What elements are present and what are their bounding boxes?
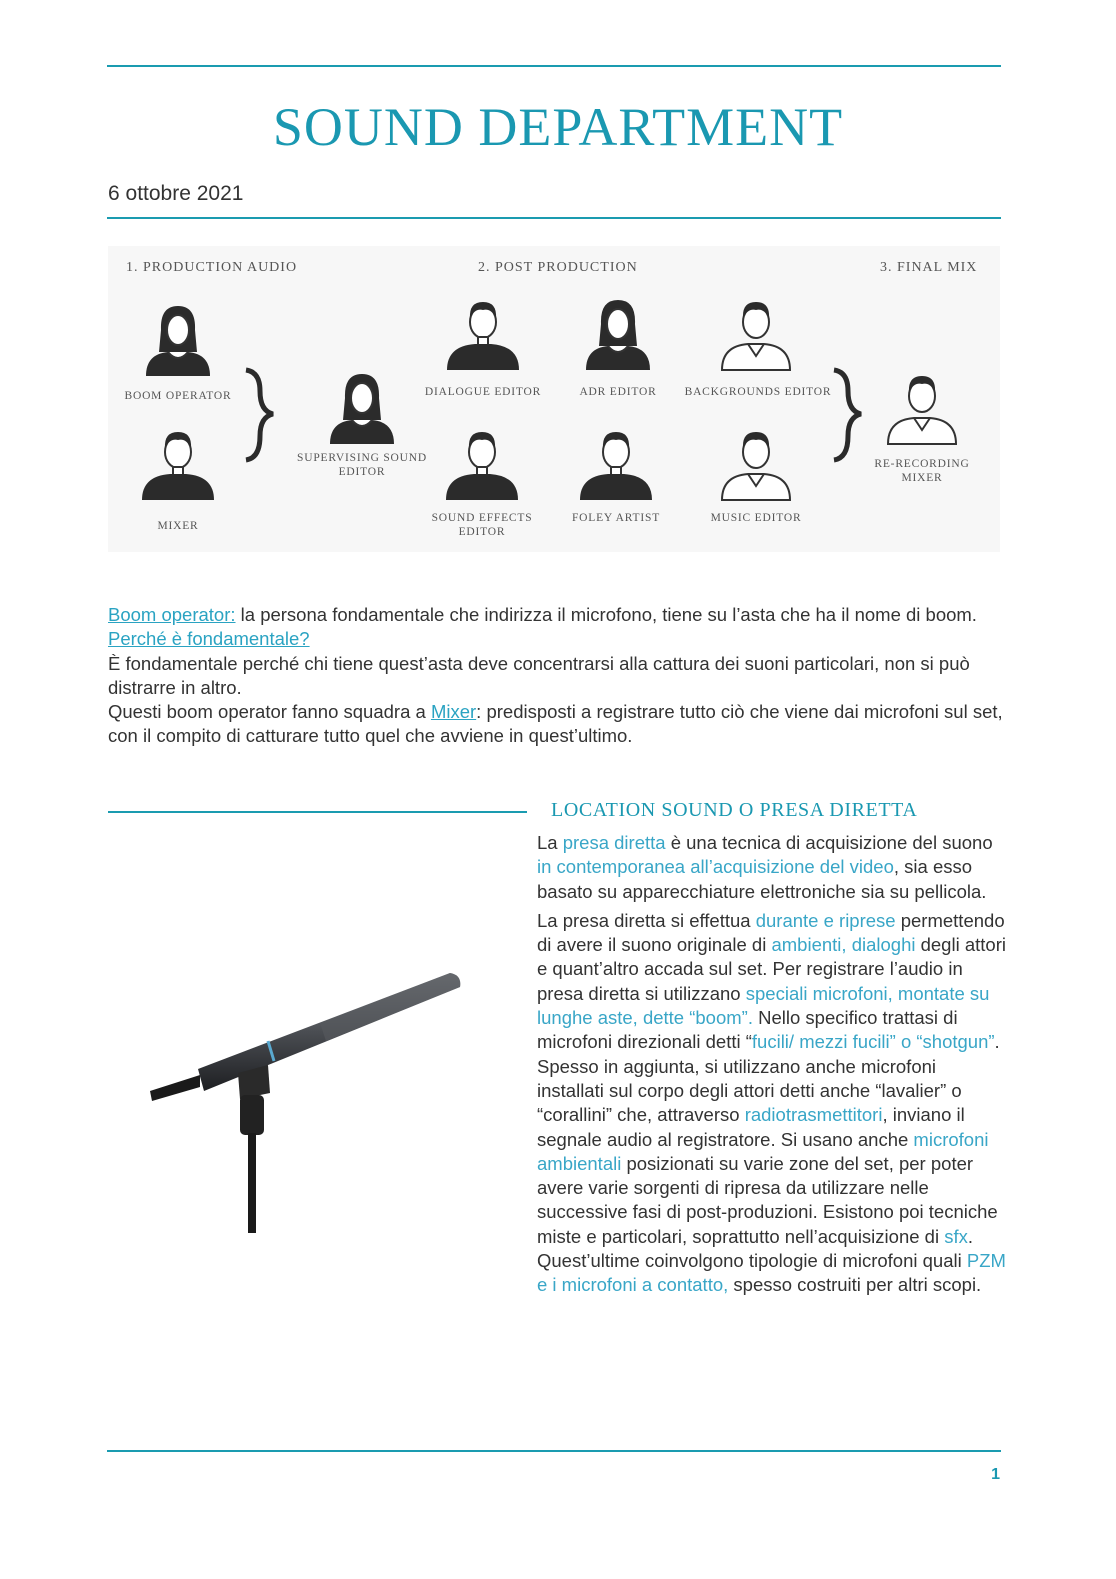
page-number: 1	[991, 1466, 1000, 1483]
role-sound-effects-editor: SOUND EFFECTS EDITOR	[431, 512, 533, 538]
paragraph-text: , inviano il segnale audio al registratore. Si usano anche	[537, 1104, 965, 1150]
paragraph-text: è una tecnica di acquisizione del suono	[665, 832, 993, 853]
sound-department-diagram	[108, 246, 1000, 552]
role-adr-editor: ADR EDITOR	[579, 386, 657, 398]
perche-fondamentale-link[interactable]: Perché è fondamentale?	[108, 628, 310, 650]
paragraph-text: Nello specifico trattasi di microfoni direzionali detti “	[537, 1007, 958, 1053]
section-paragraph-1	[537, 831, 1007, 904]
paragraph-text: spesso costruiti per altri scopi.	[728, 1274, 982, 1296]
intro-paragraph-1	[108, 603, 1008, 627]
paragraph-text: , sia esso basato su apparecchiature elettroniche sia su pellicola.	[537, 856, 987, 902]
section-heading: LOCATION SOUND O PRESA DIRETTA	[551, 799, 918, 821]
role-music-editor: MUSIC EDITOR	[710, 512, 802, 524]
paragraph-text: La presa diretta si effettua	[537, 909, 756, 931]
highlighted-term: durante e riprese	[755, 909, 896, 931]
highlighted-term: in contemporanea all’acquisizione del video	[537, 856, 894, 878]
role-dialogue-editor: DIALOGUE EDITOR	[424, 386, 542, 398]
role-backgrounds-editor: BACKGROUNDS EDITOR	[684, 386, 832, 398]
highlighted-term: fucili/ mezzi fucili” o “shotgun”	[751, 1031, 995, 1053]
bottom-rule	[107, 1450, 1001, 1452]
intro-paragraph-4	[108, 700, 1008, 749]
paragraph-text: La	[537, 832, 563, 853]
highlighted-term: microfoni ambientali	[537, 1128, 989, 1174]
paragraph-text: permettendo di avere il suono originale di	[537, 909, 1005, 956]
highlighted-term: presa diretta	[562, 832, 666, 853]
phase-post-production: 2. POST PRODUCTION	[478, 260, 638, 275]
document-date: 6 ottobre 2021	[108, 182, 244, 205]
diagram-illustrations	[108, 246, 1000, 552]
role-supervising-sound-editor: SUPERVISING SOUND EDITOR	[297, 452, 427, 478]
section-rule	[108, 811, 527, 813]
highlighted-term: sfx	[944, 1225, 968, 1247]
intro-p4-pre: Questi boom operator fanno squadra a	[108, 701, 431, 723]
phase-final-mix: 3. FINAL MIX	[880, 260, 978, 275]
shotgun-microphone-image	[140, 955, 480, 1245]
section-paragraph-2	[537, 909, 1007, 1298]
role-foley-artist: FOLEY ARTIST	[571, 512, 661, 524]
date-rule	[107, 217, 1001, 219]
role-mixer: MIXER	[157, 520, 199, 532]
boom-operator-link[interactable]: Boom operator:	[108, 604, 236, 625]
role-re-recording-mixer: RE-RECORDING MIXER	[874, 458, 970, 484]
section-body	[537, 831, 1007, 1303]
intro-paragraph-2	[108, 627, 1008, 651]
top-rule	[107, 65, 1001, 67]
role-boom-operator: BOOM OPERATOR	[124, 390, 232, 402]
intro-p1-text: la persona fondamentale che indirizza il microfono, tiene su l’asta che ha il nome di boom.	[235, 604, 977, 625]
highlighted-term: ambienti, dialoghi	[771, 934, 916, 956]
phase-production-audio: 1. PRODUCTION AUDIO	[126, 260, 298, 275]
paragraph-text: . Quest’ultime coinvolgono tipologie di microfoni quali	[537, 1225, 973, 1272]
mixer-link[interactable]: Mixer	[430, 701, 477, 723]
highlighted-term: radiotrasmettitori	[744, 1104, 883, 1126]
intro-p4-post: : predisposti a registrare tutto ciò che viene dai microfoni sul set, con il compito di catturare tutto quel che avviene in quest’ultimo.	[108, 701, 1003, 747]
highlighted-term: speciali microfoni, montate su lunghe aste, dette “boom”.	[537, 982, 990, 1029]
paragraph-text: degli attori e quant’altro accada sul set. Per registrare l’audio in presa diretta si utilizzano	[537, 934, 1006, 1004]
intro-text	[108, 603, 1008, 749]
highlighted-term: PZM e i microfoni a contatto,	[537, 1250, 1006, 1296]
paragraph-text: . Spesso in aggiunta, si utilizzano anche microfoni installati sul corpo degli attori detti anche “lavalier” o “corallini” che, attraverso	[537, 1031, 1000, 1126]
paragraph-text: posizionati su varie zone del set, per poter avere varie sorgenti di ripresa da utilizzare nelle successive fasi di post-produzioni. Esistono poi tecniche miste e particolari, soprattutto nell’acquisizione di	[537, 1152, 998, 1247]
page-title: SOUND DEPARTMENT	[272, 97, 844, 157]
intro-paragraph-3: È fondamentale perché chi tiene quest’asta deve concentrarsi alla cattura dei suoni particolari, non si può distrarre in altro.	[108, 652, 970, 698]
